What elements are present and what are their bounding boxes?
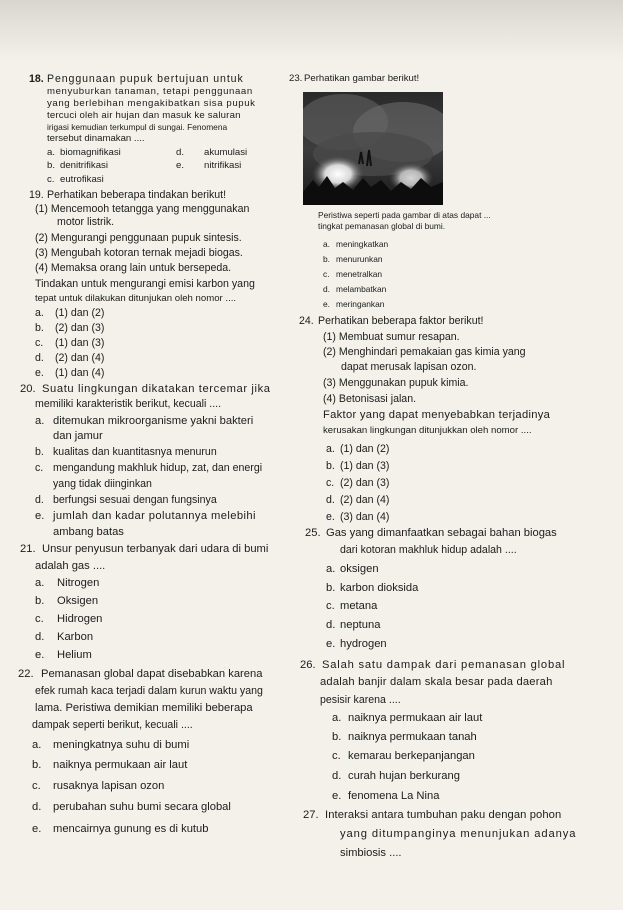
question-line: adalah banjir dalam skala besar pada daerah [320,676,553,688]
statement-item: (1) Mencemooh tetangga yang menggunakan [35,203,250,215]
option-text: meningkatnya suhu di bumi [53,739,190,751]
question-number: 25. [305,527,321,539]
question-line: dari kotoran makhluk hidup adalah .... [340,544,517,556]
statement-item: (2) Menghindari pemakaian gas kimia yang [323,346,526,358]
option-letter: c. [326,600,335,612]
statement-item: (4) Betonisasi jalan. [323,393,417,405]
option-text: menurunkan [336,254,383,264]
option-text: (2) dan (4) [55,352,105,364]
option-letter: d. [35,494,44,506]
option-letter: a. [326,443,335,455]
statement-item: (1) Membuat sumur resapan. [323,331,460,343]
option-text: (2) dan (4) [340,494,390,506]
option-letter: c. [35,613,44,625]
option-letter: a. [35,577,45,589]
option-text: menetralkan [336,269,383,279]
option-text: (1) dan (3) [55,337,105,349]
option-letter: b. [32,759,42,771]
option-text: berfungsi sesuai dengan fungsinya [53,494,217,506]
page-top-shadow [0,0,623,60]
option-text: akumulasi [204,147,248,158]
option-letter: a. [35,415,45,427]
option-letter: e. [323,299,330,309]
option-text: mencairnya gunung es di kutub [53,823,209,835]
option-text: oksigen [340,563,379,575]
option-text: naiknya permukaan air laut [348,712,483,724]
option-text: neptuna [340,619,381,631]
option-text: melambatkan [336,284,387,294]
question-number: 19. [29,189,44,201]
statement-item: dapat merusak lapisan ozon. [341,361,477,373]
statement-item: motor listrik. [57,216,115,228]
option-text: ambang batas [53,526,124,538]
option-text: kualitas dan kuantitasnya menurun [53,446,217,458]
question-line: Unsur penyusun terbanyak dari udara di bumi [42,543,269,555]
option-letter: c. [47,174,55,185]
option-letter: e. [332,790,342,802]
option-text: Helium [57,649,92,661]
statement-item: (4) Memaksa orang lain untuk bersepeda. [35,262,232,274]
option-text: yang tidak diinginkan [53,478,152,490]
question-number: 27. [303,809,319,821]
option-letter: e. [176,160,185,171]
option-text: fenomena La Nina [348,790,440,802]
option-letter: a. [326,563,336,575]
option-letter: c. [332,750,341,762]
question-intro: Perhatikan gambar berikut! [304,73,420,84]
question-line: Pemanasan global dapat disebabkan karena [41,668,263,680]
option-letter: d. [326,619,336,631]
option-letter: e. [35,510,45,522]
option-text: meringankan [336,299,385,309]
option-letter: a. [47,147,56,158]
option-letter: b. [326,460,335,472]
option-letter: e. [32,823,42,835]
question-number: 23. [289,73,303,84]
question-line: Gas yang dimanfaatkan sebagai bahan biogas [326,527,557,539]
option-letter: e. [35,649,45,661]
question-line: memiliki karakteristik berikut, kecuali .... [35,398,222,410]
question-line: kerusakan lingkungan ditunjukkan oleh nomor .... [323,425,532,436]
option-text: hydrogen [340,638,387,650]
option-letter: b. [326,582,336,594]
option-letter: b. [35,322,44,334]
question-line: Suatu lingkungan dikatakan tercemar jika [42,383,271,395]
option-letter: c. [35,462,44,474]
statement-item: (2) Mengurangi penggunaan pupuk sintesis. [35,232,242,244]
question-number: 26. [300,659,316,671]
question-line: yang ditumpanginya menunjukan adanya [340,828,577,840]
option-letter: d. [35,352,44,364]
option-letter: c. [323,269,330,279]
option-letter: d. [332,770,342,782]
question-line: adalah gas .... [35,560,106,572]
option-text: naiknya permukaan air laut [53,759,188,771]
statement-item: (3) Menggunakan pupuk kimia. [323,377,469,389]
option-text: nitrifikasi [204,160,242,171]
option-text: perubahan suhu bumi secara global [53,801,231,813]
option-letter: c. [326,477,335,489]
option-text: biomagnifikasi [60,147,121,158]
question-line: tersebut dinamakan .... [47,133,145,144]
question-line: Faktor yang dapat menyebabkan terjadinya [323,409,551,421]
option-letter: b. [47,160,56,171]
question-line: lama. Peristiwa demikian memiliki beberapa [35,702,253,714]
question-line: tepat untuk dilakukan ditunjukan oleh nomor .... [35,293,237,304]
question-line: Peristiwa seperti pada gambar di atas dapat ... [318,210,491,220]
option-letter: a. [323,239,330,249]
smoke-fire-photo [303,92,443,205]
option-text: (1) dan (2) [55,307,105,319]
question-line: efek rumah kaca terjadi dalam kurun waktu yang [35,685,263,697]
question-number: 21. [20,543,36,555]
option-text: Oksigen [57,595,99,607]
question-line: Interaksi antara tumbuhan paku dengan pohon [325,809,562,821]
question-intro: Perhatikan beberapa tindakan berikut! [47,189,227,201]
option-text: naiknya permukaan tanah [348,731,477,743]
question-line: menyuburkan tanaman, tetapi penggunaan [47,86,253,97]
option-text: eutrofikasi [60,174,104,185]
option-letter: a. [32,739,42,751]
option-letter: a. [332,712,342,724]
question-line: dampak seperti berikut, kecuali .... [32,719,193,731]
option-text: (1) dan (3) [340,460,390,472]
question-number: 18. [29,73,44,85]
question-number: 20. [20,383,36,395]
option-text: karbon dioksida [340,582,419,594]
option-letter: e. [35,367,44,379]
option-text: (2) dan (3) [55,322,105,334]
photo-graphic [303,92,443,205]
question-line: Penggunaan pupuk bertujuan untuk [47,73,244,85]
option-letter: d. [35,631,45,643]
option-letter: b. [332,731,342,743]
question-line: Salah satu dampak dari pemanasan global [322,659,566,671]
option-text: rusaknya lapisan ozon [53,780,165,792]
question-line: Tindakan untuk mengurangi emisi karbon yang [35,278,255,290]
option-letter: a. [35,307,44,319]
option-letter: e. [326,638,336,650]
option-text: kemarau berkepanjangan [348,750,475,762]
option-letter: b. [35,446,44,458]
statement-item: (3) Mengubah kotoran ternak mejadi biogas. [35,247,243,259]
option-text: dan jamur [53,430,103,442]
option-text: mengandung makhluk hidup, zat, dan energi [53,462,263,474]
option-text: (1) dan (2) [340,443,390,455]
question-line: simbiosis .... [340,847,402,859]
option-letter: d. [32,801,42,813]
question-line: tercuci oleh air hujan dan masuk ke saluran [47,110,241,121]
option-text: denitrifikasi [60,160,108,171]
question-number: 22. [18,668,34,680]
option-text: (2) dan (3) [340,477,390,489]
question-line: yang berlebihan mengakibatkan sisa pupuk [47,98,256,109]
option-letter: d. [326,494,335,506]
option-letter: b. [323,254,330,264]
option-text: (3) dan (4) [340,511,390,523]
option-text: Nitrogen [57,577,100,589]
option-letter: d. [323,284,330,294]
option-letter: e. [326,511,335,523]
question-intro: Perhatikan beberapa faktor berikut! [318,315,484,327]
question-line: tingkat pemanasan global di bumi. [318,221,446,231]
option-text: meningkatkan [336,239,389,249]
option-letter: c. [32,780,41,792]
option-text: (1) dan (4) [55,367,105,379]
option-text: Karbon [57,631,94,643]
question-line: pesisir karena .... [320,694,401,706]
option-text: Hidrogen [57,613,103,625]
option-letter: c. [35,337,44,349]
option-text: curah hujan berkurang [348,770,460,782]
option-text: metana [340,600,378,612]
question-line: irigasi kemudian terkumpul di sungai. Fenomena [47,122,228,132]
question-number: 24. [299,315,314,327]
option-letter: d. [176,147,185,158]
option-text: jumlah dan kadar polutannya melebihi [53,510,256,522]
option-letter: b. [35,595,45,607]
option-text: ditemukan mikroorganisme yakni bakteri [53,415,254,427]
